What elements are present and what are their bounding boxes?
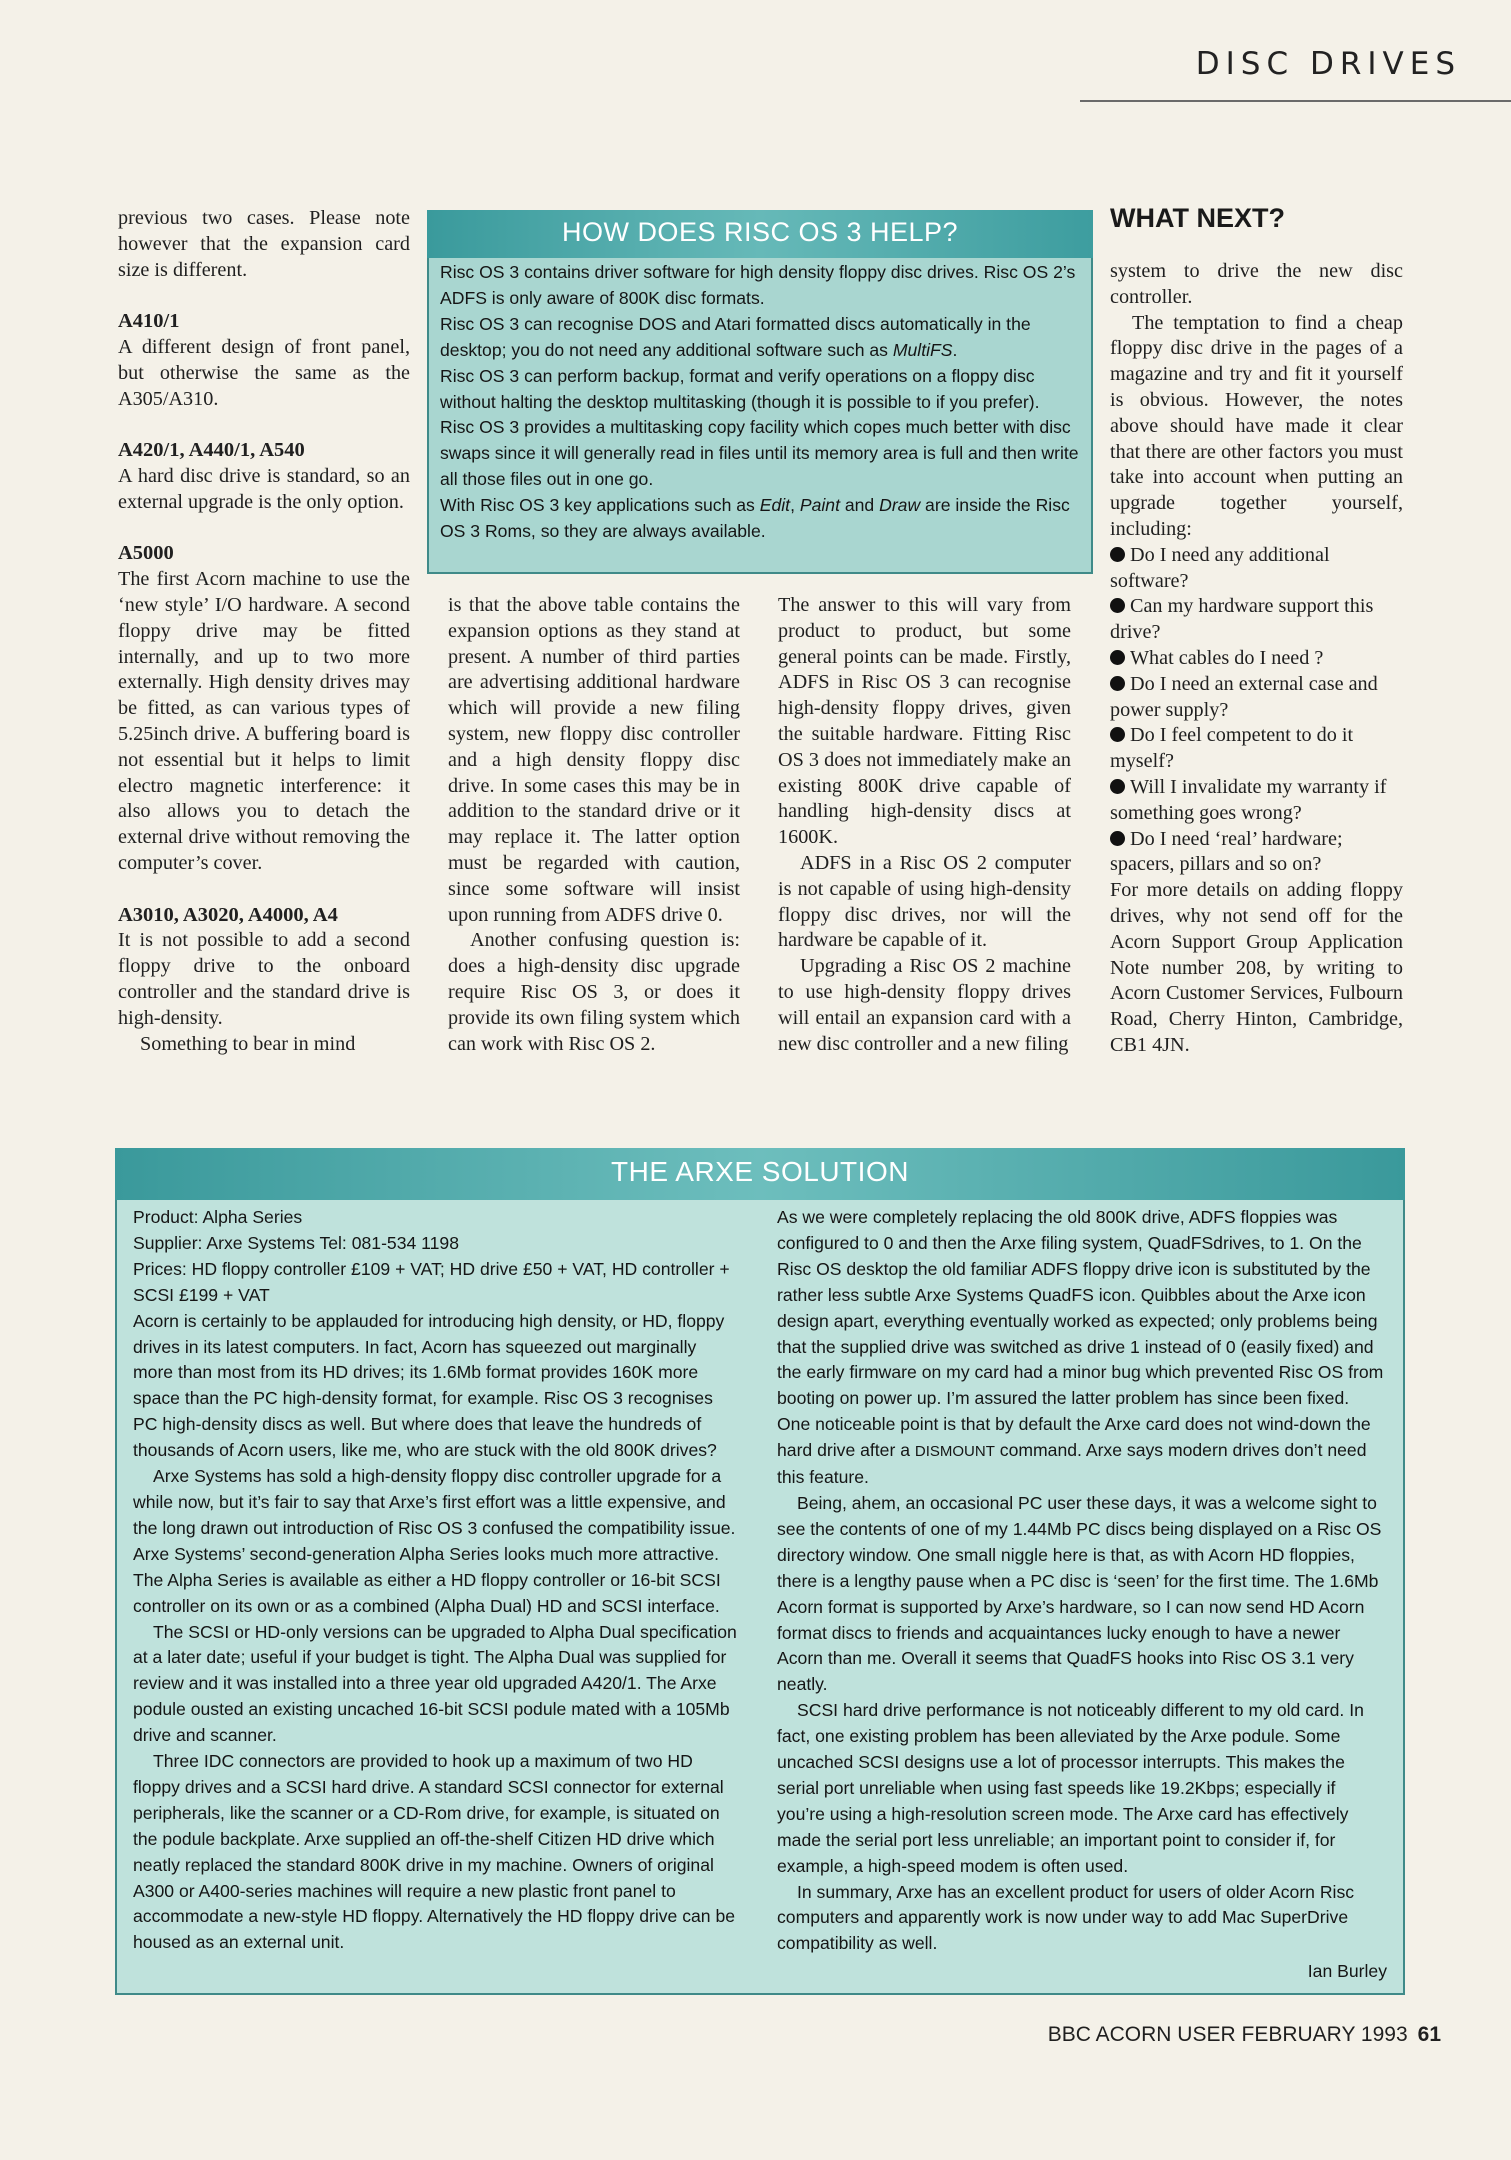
heading-a3010: A3010, A3020, A4000, A4 [118, 903, 338, 926]
col4-p1: system to drive the new disc controller. [1110, 260, 1403, 308]
column-1 [118, 206, 410, 1057]
arxe-l1: Acorn is certainly to be applauded for introducing high density, or HD, floppy drives in its latest computers. In fact, Acorn has squeezed out marginally more than most from its HD drives; its 1.6Mb format provides 160K more space than the PC high-density format, for example. Risc OS 3 recognises PC high-density discs as well. But where does that leave the hundreds of thousands of Acorn users, like me, who are stuck with the old 800K drives? [133, 1310, 725, 1461]
arxe-box-header [115, 1148, 1405, 1200]
arxe-r2: Being, ahem, an occasional PC user these days, it was a welcome sight to see the contents of one of my 1.44Mb PC discs being displayed on a Risc OS directory window. One small niggle here is that, as with Acorn HD floppies, there is a lengthy pause when a PC disc is ‘seen’ for the first time. The 1.6Mb Acorn format is supported by Arxe’s hardware, so I can now send HD Acorn format discs to friends and acquaintances lucky enough to have a newer Acorn than me. Overall it seems that QuadFS hooks into Risc OS 3.1 very neatly. [777, 1492, 1382, 1695]
arxe-supplier: Supplier: Arxe Systems Tel: 081-534 1198 [133, 1232, 459, 1253]
page-number: 61 [1417, 2023, 1441, 2046]
col3-p3: Upgrading a Risc OS 2 machine to use high-density floppy drives will entail an expansion card with a new disc controller and a new filing [778, 955, 1071, 1055]
bullet-dot-icon [1110, 831, 1125, 846]
bullet-dot-icon [1110, 779, 1125, 794]
help-p4: Risc OS 3 provides a multitasking copy facility which copes much better with disc swaps since it will generally read in files until its memory area is full and then write all those files out in one go. [440, 417, 1079, 490]
help-box-body [440, 260, 1085, 545]
arxe-prices: Prices: HD floppy controller £109 + VAT; HD drive £50 + VAT, HD controller + SCSI £199 + VAT [133, 1258, 730, 1305]
arxe-r1: As we were completely replacing the old 800K drive, ADFS floppies was configured to 0 and then the Arxe filing system, QuadFSdrives, to 1. On the Risc OS desktop the old familiar ADFS floppy drive icon is substituted by the rather less subtle Arxe Systems QuadFS icon. Quibbles about the Arxe icon design apart, everything eventually worked as expected; only problems being that the supplied drive was switched as drive 1 instead of 0 (easily fixed) and the early firmware on my card had a minor bug which prevented Risc OS from booting on power up. I’m assured the latter problem has since been fixed. One noticeable point is that by default the Arxe card does not wind-down the hard drive after a DISMOUNT command. Arxe says modern drives don’t need this feature. [777, 1207, 1384, 1488]
heading-a420: A420/1, A440/1, A540 [118, 439, 305, 462]
bullet-item: Do I need an external case and power supply? [1110, 672, 1378, 721]
col3-p1: The answer to this will vary from product to product, but some general points can be made. Firstly, ADFS in Risc OS 3 can recognise high-density floppy drives, given the suitable hardware. Fitting Risc OS 3 does not immediately make an existing 800K drive capable of handling high-density discs at 1600K. [778, 594, 1071, 849]
arxe-product: Product: Alpha Series [133, 1207, 303, 1227]
col1-intro: previous two cases. Please note however that the expansion card size is different. [118, 207, 410, 281]
bullet-item: Do I need any additional software? [1110, 543, 1330, 592]
page-footer [1048, 2023, 1441, 2047]
section-header: DISC DRIVES [1195, 46, 1461, 82]
text-a420: A hard disc drive is standard, so an external upgrade is the only option. [118, 464, 410, 513]
col1-last: Something to bear in mind [140, 1032, 356, 1055]
text-a5000: The first Acorn machine to use the ‘new style’ I/O hardware. A second floppy drive may be fitted internally, and up to two more externally. High density drives may be fitted, as can various types of 5.25inch drive. A buffering board is not essential but it helps to limit electro magnetic interference: it also allows you to detach the external drive without removing the computer’s cover. [118, 568, 410, 874]
bullet-dot-icon [1110, 547, 1125, 562]
footer-magazine: BBC ACORN USER FEBRUARY 1993 [1047, 2023, 1408, 2046]
help-box-header [427, 210, 1093, 258]
arxe-l2: Arxe Systems has sold a high-density floppy disc controller upgrade for a while now, but it’s fair to say that Arxe’s first effort was a little expensive, and the long drawn out introduction of Risc OS 3 confused the compatibility issue. Arxe Systems’ second-generation Alpha Series looks much more attractive. The Alpha Series is available as either a HD floppy controller or 16-bit SCSI controller on its own or as a combined (Alpha Dual) HD and SCSI interface. [133, 1466, 736, 1616]
column-3 [778, 593, 1071, 1057]
arxe-left-column [133, 1205, 740, 1956]
bullet-dot-icon [1110, 676, 1125, 691]
col2-p2: Another confusing question is: does a high-density disc upgrade require Risc OS 3, or does it provide its own filing system which can work with Risc OS 2. [448, 929, 740, 1055]
arxe-l4: Three IDC connectors are provided to hook up a maximum of two HD floppy drives and a SCSI hard drive. A standard SCSI connector for external peripherals, like the scanner or a CD-Rom drive, for example, is situated on the podule backplate. Arxe supplied an off-the-shelf Citizen HD drive which neatly replaced the standard 800K drive in my machine. Owners of original A300 or A400-series machines will require a new plastic front panel to accommodate a new-style HD floppy. Alternatively the HD floppy drive can be housed as an external unit. [133, 1751, 736, 1953]
col4-p2: The temptation to find a cheap floppy disc drive in the pages of a magazine and try and fit it yourself is obvious. However, the notes above should have made it clear that there are other factors you must take into account when putting an upgrade together yourself, including: [1110, 311, 1403, 540]
bullet-item: What cables do I need ? [1110, 646, 1403, 672]
help-p5: With Risc OS 3 key applications such as Edit, Paint and Draw are inside the Risc OS 3 Roms, so they are always available. [440, 495, 1070, 542]
col4-p3: For more details on adding floppy drives, why not send off for the Acorn Support Group Application Note number 208, by writing to Acorn Customer Services, Fulbourn Road, Cherry Hinton, Cambridge, CB1 4JN. [1110, 879, 1403, 1056]
arxe-right-column [777, 1205, 1387, 1985]
column-2 [448, 593, 740, 1057]
bullet-item: Will I invalidate my warranty if something goes wrong? [1110, 775, 1387, 824]
arxe-r4: In summary, Arxe has an excellent product for users of older Acorn Risc computers and apparently work is now under way to add Mac SuperDrive compatibility as well. [777, 1881, 1355, 1954]
help-box-title: HOW DOES RISC OS 3 HELP? [561, 217, 959, 247]
help-p1: Risc OS 3 contains driver software for high density floppy disc drives. Risc OS 2’s ADFS is only aware of 800K disc formats. [440, 262, 1076, 308]
bullet-item: Do I feel competent to do it myself? [1110, 724, 1354, 773]
arxe-author: Ian Burley [1307, 1961, 1387, 1982]
bullet-item: Can my hardware support this drive? [1110, 595, 1374, 644]
arxe-l3: The SCSI or HD-only versions can be upgraded to Alpha Dual specification at a later date; useful if your budget is tight. The Alpha Dual was supplied for review and it was installed into a three year old upgraded A420/1. The Arxe podule ousted an existing uncached 16-bit SCSI podule mated with a 105Mb drive and scanner. [133, 1621, 737, 1746]
arxe-r3: SCSI hard drive performance is not noticeably different to my old card. In fact, one existing problem has been alleviated by the Arxe podule. Some uncached SCSI designs use a lot of processor interrupts. This makes the serial port unreliable when using fast speeds like 19.2Kbps; especially if you’re using a high-resolution screen mode. The Arxe card has effectively made the serial port less unreliable; an important point to consider if, for example, a high-speed modem is often used. [777, 1700, 1364, 1876]
heading-a5000: A5000 [118, 542, 174, 565]
arxe-box-title: THE ARXE SOLUTION [611, 1156, 909, 1187]
help-p3: Risc OS 3 can perform backup, format and verify operations on a floppy disc without halting the desktop multitasking (though it is possible to if you prefer). [440, 365, 1040, 412]
bullet-dot-icon [1110, 727, 1125, 742]
bullet-dot-icon [1110, 598, 1125, 613]
text-a410: A different design of front panel, but otherwise the same as the A305/A310. [118, 335, 410, 410]
bullet-item: Do I need ‘real’ hardware; spacers, pillars and so on? [1110, 827, 1343, 876]
heading-a410: A410/1 [118, 310, 180, 333]
bullet-dot-icon [1110, 650, 1125, 665]
col3-p2: ADFS in a Risc OS 2 computer is not capable of using high-density floppy disc drives, nor will the hardware be capable of it. [778, 851, 1071, 952]
help-p2: Risc OS 3 can recognise DOS and Atari formatted discs automatically in the desktop; you do not need any additional software such as MultiFS. [440, 313, 1031, 360]
column-4 [1110, 259, 1403, 1059]
header-rule [1080, 100, 1511, 102]
col2-p1: is that the above table contains the expansion options as they stand at present. A number of third parties are advertising additional hardware which will provide a new filing system, new floppy disc controller and a high density floppy disc drive. In some cases this may be in addition to the standard drive or it may replace it. The latter option must be regarded with caution, since some software will insist upon running from ADFS drive 0. [448, 594, 740, 926]
what-next-heading: WHAT NEXT? [1110, 203, 1285, 233]
text-a3010: It is not possible to add a second floppy drive to the onboard controller and the standard drive is high-density. [118, 929, 410, 1029]
